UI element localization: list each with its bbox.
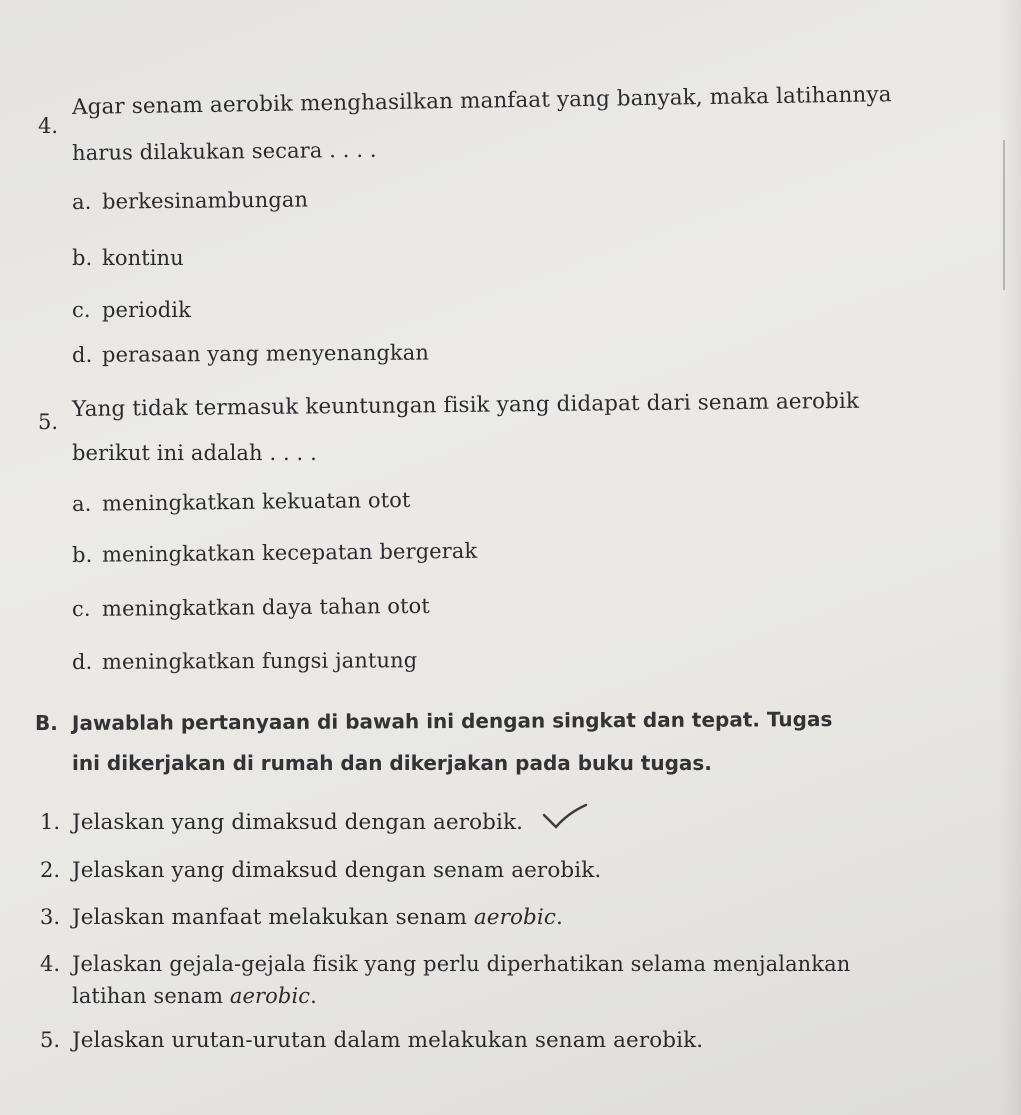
- option-label: a.: [71, 189, 92, 214]
- question-4-option-a[interactable]: [72, 188, 308, 214]
- page-crease-line: [1003, 140, 1005, 290]
- option-label: d.: [71, 342, 93, 367]
- essay-4-number: 4.: [40, 952, 61, 976]
- option-text: meningkatkan kekuatan otot: [101, 487, 411, 516]
- section-b-label: B.: [35, 711, 58, 735]
- essay-4-line-2: [72, 984, 317, 1008]
- question-4-number: 4.: [38, 114, 59, 138]
- option-label: a.: [71, 491, 92, 516]
- option-text: meningkatkan daya tahan otot: [101, 593, 430, 621]
- option-label: d.: [71, 649, 93, 674]
- option-text: periodik: [102, 298, 191, 322]
- essay-1-text: Jelaskan yang dimaksud dengan aerobik.: [72, 810, 524, 835]
- option-text: perasaan yang menyenangkan: [101, 340, 430, 367]
- option-text: berkesinambungan: [101, 187, 309, 214]
- question-5-option-d[interactable]: [72, 648, 417, 674]
- essay-5-text: Jelaskan urutan-urutan dalam melakukan senam aerobik.: [72, 1028, 704, 1053]
- option-label: b.: [72, 246, 93, 270]
- check-mark-icon: [540, 803, 590, 831]
- essay-2-number: 2.: [40, 858, 61, 882]
- essay-3-number: 3.: [40, 905, 61, 929]
- question-5-option-a[interactable]: [72, 488, 411, 516]
- question-4-line-1: Agar senam aerobik menghasilkan manfaat yang banyak, maka latihannya: [71, 82, 892, 120]
- option-label: c.: [71, 596, 91, 621]
- essay-4-end: .: [310, 984, 317, 1008]
- essay-5-number: 5.: [40, 1028, 61, 1052]
- section-b-line-2: ini dikerjakan di rumah dan dikerjakan pada buku tugas.: [72, 751, 712, 775]
- option-text: meningkatkan fungsi jantung: [101, 648, 418, 674]
- option-label: c.: [72, 298, 91, 322]
- essay-3-italic: aerobic: [473, 905, 557, 930]
- essay-3-text: [72, 905, 563, 930]
- essay-2-text: Jelaskan yang dimaksud dengan senam aerobik.: [72, 858, 602, 883]
- essay-1-number: 1.: [40, 810, 61, 834]
- essay-4-line-2-main: latihan senam: [72, 984, 230, 1008]
- question-4-line-2: harus dilakukan secara . . . .: [71, 137, 377, 165]
- question-4-option-d[interactable]: [72, 341, 429, 367]
- question-4-option-c[interactable]: [72, 298, 191, 322]
- essay-3-end: .: [556, 905, 563, 930]
- question-4-option-b[interactable]: [72, 246, 184, 270]
- question-5-number: 5.: [38, 410, 59, 434]
- essay-4-italic: aerobic: [229, 984, 311, 1008]
- option-text: meningkatkan kecepatan bergerak: [101, 538, 478, 567]
- essay-3-text-main: Jelaskan manfaat melakukan senam: [72, 905, 474, 930]
- option-label: b.: [71, 542, 93, 567]
- question-5-option-c[interactable]: [72, 594, 430, 621]
- section-b-line-1: Jawablah pertanyaan di bawah ini dengan singkat dan tepat. Tugas: [71, 707, 833, 735]
- question-5-option-b[interactable]: [72, 539, 478, 567]
- option-text: kontinu: [102, 246, 184, 270]
- essay-4-line-1: Jelaskan gejala-gejala fisik yang perlu diperhatikan selama menjalankan: [72, 952, 851, 976]
- question-5-line-1: Yang tidak termasuk keuntungan fisik yang didapat dari senam aerobik: [71, 388, 860, 422]
- question-5-line-2: berikut ini adalah . . . .: [72, 441, 317, 465]
